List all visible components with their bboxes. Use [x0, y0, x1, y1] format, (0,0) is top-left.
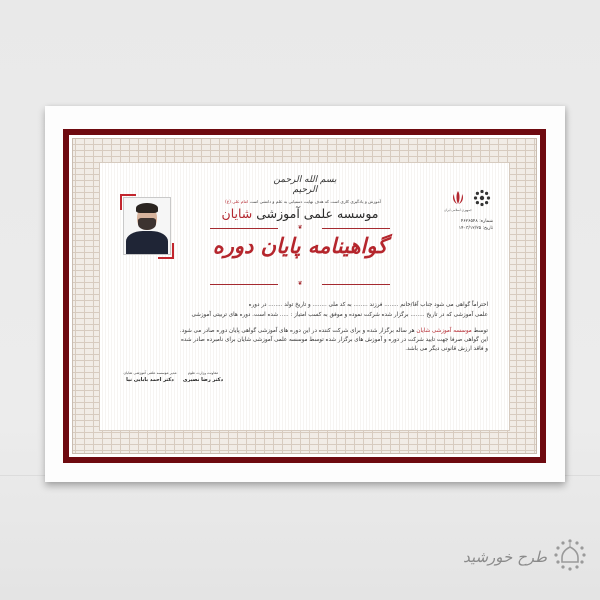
- body-line-3: توسط موسسه آموزشی شایان هر ساله برگزار شده و برای شرکت کننده در این دوره های آموزشی گواهی پایان دوره صادر می شود.: [179, 328, 488, 334]
- ornament-flourish-icon: ❦: [297, 224, 303, 231]
- signature-role: مدیر موسسه علمی آموزشی شایان: [123, 371, 177, 375]
- verse-source: امام علی (ع): [225, 199, 249, 204]
- decorative-pattern-border: [72, 138, 537, 454]
- certificate-board: [45, 106, 565, 482]
- maroon-frame: [63, 129, 546, 463]
- signature-institute-director: [122, 371, 178, 383]
- title-ornament-bottom: [210, 281, 390, 287]
- number-label: شماره:: [479, 219, 493, 224]
- certificate-content: [99, 162, 510, 431]
- ornament-flourish-icon: ❦: [297, 280, 303, 287]
- title-ornament-top: [210, 225, 390, 231]
- signature-name: دکتر احمد بابایی نیا: [126, 377, 174, 383]
- signature-role: معاونت وزارت علوم: [187, 371, 219, 375]
- date-label: تاریخ:: [482, 226, 493, 231]
- brand-text: طرح خورشید: [463, 548, 547, 566]
- signature-science-deputy: [178, 371, 228, 383]
- certificate-date: [437, 226, 493, 231]
- signature-name: دکتر رضا نصیری: [182, 377, 224, 383]
- certificate-number: [437, 219, 493, 224]
- iran-emblem-icon: جمهوری اسلامی ایران: [449, 189, 467, 207]
- institute-highlight: شایان: [221, 206, 253, 221]
- body-line-4: این گواهی صرفا جهت تایید شرکت در دوره و آموزش های برگزار شده توسط موسسه علمی آموزشی شایان برای نامبرده صادر شده: [180, 337, 488, 343]
- date-value: ۱۴۰۳/۱۲/۲۵: [458, 226, 482, 231]
- certificate-title: گواهینامه پایان دوره: [212, 233, 388, 258]
- header-verse: [188, 199, 418, 204]
- institute-name: [200, 206, 400, 221]
- institute-prefix: موسسه علمی آموزشی: [256, 206, 379, 221]
- body-line-2: علمی آموزشی که در تاریخ ........ برگزار شده شرکت نموده و موفق به کسب امتیاز : ..... شده است. دوره های تربیتی آموزشی: [191, 312, 488, 318]
- number-value: ۴۶۲۶۵۴۸: [460, 219, 478, 224]
- body-line-1: احتراماً گواهی می شود جناب آقا/خانم ........ فرزند ........ به کد ملی ........ و تاریخ تولد ........ در دوره: [248, 302, 488, 308]
- photo-corner-accent: [158, 243, 174, 259]
- shrine-dome-logo-icon: [553, 538, 587, 572]
- watermark-brand: [463, 536, 595, 576]
- logos: [439, 189, 493, 213]
- ministry-emblem-icon: [473, 189, 491, 207]
- inner-white-gap: [69, 135, 540, 457]
- basmala-calligraphy: بسم الله الرحمن الرحیم: [273, 175, 337, 195]
- body-line-5: و فاقد ارزش قانونی دیگر می باشد.: [405, 346, 488, 352]
- verse-text: آموزش و یادگیری کاری است که هدف نهایت دستیابی به علم و دانشی است: [249, 199, 381, 204]
- body-institute-highlight: موسسه آموزشی شایان: [416, 328, 472, 334]
